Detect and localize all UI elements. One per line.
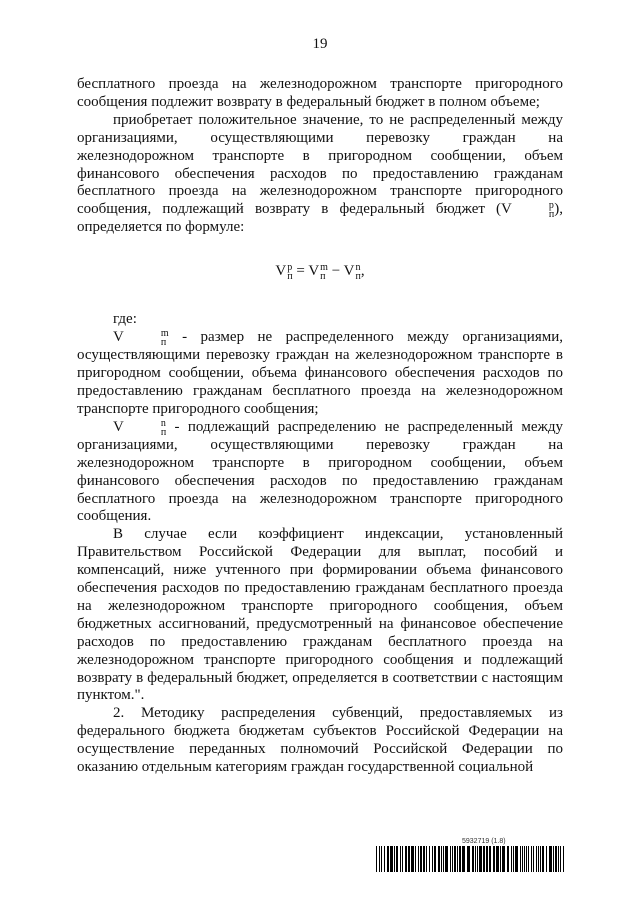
symbol-v-p-n: V n п — [113, 417, 167, 438]
document-body — [77, 76, 563, 777]
paragraph-2 — [77, 112, 563, 237]
barcode — [376, 846, 564, 872]
barcode-label: 5932719 (1.8) — [462, 838, 506, 845]
paragraph-2-end: ), определяется по формуле: — [77, 201, 563, 236]
definition-v-m: V m п - размер не распределенного между организациями, осуществляющими перевозку граждан на железнодорожном транспорте в пригородном сообщении, объема финансового обеспечения расходов по предоставлению гражданам бесплатного проезда на железнодорожном транспорте пригородного сообщения; — [77, 328, 563, 417]
symbol-v-p-r: V р п — [501, 200, 555, 221]
paragraph-item-2: 2. Методику распределения субвенций, предоставляемых из федерального бюджета бюджетам субъектов Российской Федерации на осуществление переданных полномочий Российской Федерации по оказанию отдельным категориям граждан государственной социальной — [77, 705, 563, 776]
paragraph-2-text: приобретает положительное значение, то не распределенный между организациями, осуществляющими перевозку граждан на железнодорожном транспорте в пригородном сообщении, объем финансового обеспечения расходов по предоставлению гражданам бесплатного проезда на железнодорожном транспорте пригородного сообщения, подлежащий возврату в федеральный бюджет ( — [77, 111, 563, 218]
paragraph-indexation: В случае если коэффициент индексации, установленный Правительством Российской Федерации для выплат, пособий и компенсаций, ниже учтенного при формировании объема финансового обеспечения расходов по предоставлению гражданам бесплатного проезда на железнодорожном транспорте пригородного сообщения, объем бюджетных ассигнований, предусмотренный на финансовое обеспечение расходов по предоставлению гражданам бесплатного проезда на железнодорожном транспорте пригородного сообщения и подлежащий возврату в федеральный бюджет, определяется в соответствии с настоящим пунктом.". — [77, 526, 563, 704]
paragraph-1: бесплатного проезда на железнодорожном транспорте пригородного сообщения подлежит возврату в федеральный бюджет в полном объеме; — [77, 76, 563, 110]
definition-v-n: V n п - подлежащий распределению не распределенный между организациями, осуществляющими перевозку граждан на железнодорожном транспорте в пригородном сообщении, объем финансового обеспечения расходов по предоставлению гражданам бесплатного проезда на железнодорожном транспорте пригородного сообщения. — [77, 417, 563, 525]
formula: V р п = V m п − V n п , — [275, 262, 365, 283]
page-number: 19 — [312, 36, 328, 52]
where-label: где: — [113, 311, 137, 328]
symbol-v-p-m: V m п — [113, 328, 169, 349]
